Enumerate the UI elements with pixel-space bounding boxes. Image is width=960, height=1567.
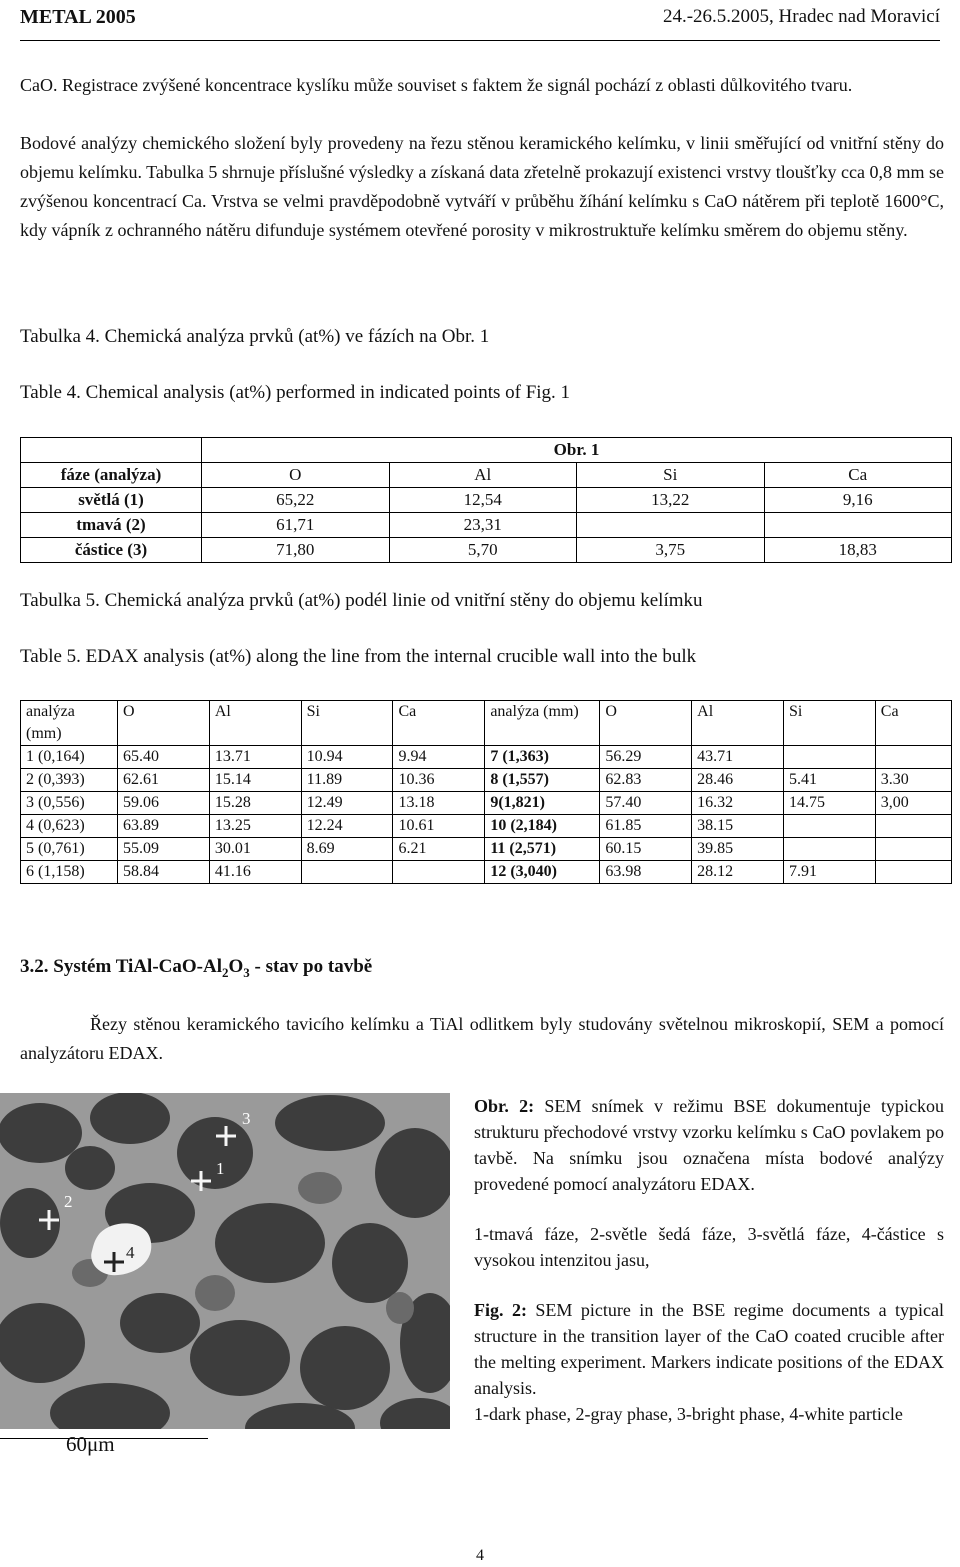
table5-cell: 2 (0,393)	[21, 769, 118, 792]
table5-header-cell: Ca	[393, 701, 485, 746]
table5-cell: 11 (2,571)	[485, 838, 600, 861]
table5-header-cell: Al	[209, 701, 301, 746]
table5-cell: 9.94	[393, 746, 485, 769]
table5-cell: 30.01	[209, 838, 301, 861]
table4-cell: 9,16	[764, 488, 952, 513]
table4-header-cell: O	[202, 463, 390, 488]
table-row	[21, 746, 952, 769]
table4-cell: 12,54	[389, 488, 577, 513]
intro-paragraph-2: Bodové analýzy chemického složení byly provedeny na řezu stěnou keramického kelímku, v linii směřující od vnitřní stěny do objemu kelímku. Tabulka 5 shrnuje příslušné výsledky a získaná data zřetelně prokazují existenci vrstvy tloušťky cca 0,8 mm se zvýšenou koncentrací Ca. Vrstva se velmi pravděpodobně vytváří v průběhu žíhání kelímku s CaO nátěrem při teplotě 1600°C, kdy vápník z ochranného nátěru difunduje systémem otevřené porosity v mikrostruktuře kelímku směrem do objemu stěny.	[20, 133, 944, 240]
sem-image	[0, 1093, 450, 1441]
section-paragraph: Řezy stěnou keramického tavicího kelímku a TiAl odlitkem byly studovány světelnou mikroskopií, SEM a pomocí analyzátoru EDAX.	[20, 1014, 944, 1063]
table5-cell: 7 (1,363)	[485, 746, 600, 769]
table5-cell: 3 (0,556)	[21, 792, 118, 815]
table5-cell: 41.16	[209, 861, 301, 884]
section-heading-prefix: 3.2. Systém TiAl-CaO-Al	[20, 956, 222, 977]
table5-caption-cz: Tabulka 5. Chemická analýza prvků (at%) podél linie od vnitřní stěny do objemu kelímku	[20, 590, 703, 611]
table5-cell: 38.15	[692, 815, 784, 838]
table4-cell: 18,83	[764, 538, 952, 563]
table4-cell: 13,22	[577, 488, 765, 513]
table-row	[21, 815, 952, 838]
table5-cell: 10.36	[393, 769, 485, 792]
table5-cell: 10 (2,184)	[485, 815, 600, 838]
table5-cell: 62.83	[600, 769, 692, 792]
table5-cell: 12.49	[301, 792, 393, 815]
table4-caption-cz: Tabulka 4. Chemická analýza prvků (at%) ve fázích na Obr. 1	[20, 326, 490, 347]
section-heading	[20, 956, 372, 981]
table5-cell: 12 (3,040)	[485, 861, 600, 884]
table4-cell: 23,31	[389, 513, 577, 538]
table5-cell: 15.28	[209, 792, 301, 815]
table5-cell: 3,00	[875, 792, 951, 815]
table4-header-cell: Al	[389, 463, 577, 488]
table-row	[21, 769, 952, 792]
table5-cell: 3.30	[875, 769, 951, 792]
sem-micrograph	[0, 1093, 450, 1441]
section-heading-mid: O	[228, 956, 244, 977]
table5-cell	[875, 838, 951, 861]
marker-label-4: 4	[126, 1243, 135, 1262]
table5-cell: 63.89	[118, 815, 210, 838]
table-row	[21, 838, 952, 861]
marker-label-1: 1	[216, 1159, 225, 1178]
table5-header-cell: Si	[783, 701, 875, 746]
table4-cell: 5,70	[389, 538, 577, 563]
table-row	[21, 792, 952, 815]
table5-header-cell: Al	[692, 701, 784, 746]
table4-cell: 65,22	[202, 488, 390, 513]
table5-cell	[301, 861, 393, 884]
table4-cell: 3,75	[577, 538, 765, 563]
table5-cell: 13.18	[393, 792, 485, 815]
table4-header-cell: fáze (analýza)	[21, 463, 202, 488]
marker-label-2: 2	[64, 1192, 73, 1211]
section-heading-sub: 3	[243, 964, 250, 980]
figure-caption-cz-lead: Obr. 2:	[474, 1096, 535, 1116]
table5-cell: 9(1,821)	[485, 792, 600, 815]
table5-cell: 63.98	[600, 861, 692, 884]
table-row	[21, 861, 952, 884]
figure-caption-en	[474, 1297, 944, 1401]
table5-cell	[875, 815, 951, 838]
scale-bar-label: 60μm	[66, 1432, 115, 1456]
table4-header-cell: Ca	[764, 463, 952, 488]
table5-header-cell: analýza (mm)	[21, 701, 118, 746]
table4-cell: světlá (1)	[21, 488, 202, 513]
table5-cell: 7.91	[783, 861, 875, 884]
table-row	[21, 488, 952, 513]
table5-cell: 39.85	[692, 838, 784, 861]
table5-cell: 62.61	[118, 769, 210, 792]
figure-caption-en-lead: Fig. 2:	[474, 1300, 527, 1320]
table5-header-cell: O	[118, 701, 210, 746]
table5-cell: 16.32	[692, 792, 784, 815]
page-header	[20, 0, 940, 41]
table5-cell: 61.85	[600, 815, 692, 838]
table4-cell: částice (3)	[21, 538, 202, 563]
table5-cell: 57.40	[600, 792, 692, 815]
table4-header-row	[21, 463, 952, 488]
table5-cell: 13.25	[209, 815, 301, 838]
table5-cell: 1 (0,164)	[21, 746, 118, 769]
table4-cell: 61,71	[202, 513, 390, 538]
table5-cell: 10.94	[301, 746, 393, 769]
table5-cell	[875, 746, 951, 769]
table5-cell: 60.15	[600, 838, 692, 861]
table5-cell: 6.21	[393, 838, 485, 861]
table-4	[20, 437, 952, 563]
table5-header-cell: Si	[301, 701, 393, 746]
table5-header-cell: O	[600, 701, 692, 746]
table5-cell: 14.75	[783, 792, 875, 815]
table-5	[20, 700, 952, 884]
table5-header-cell: Ca	[875, 701, 951, 746]
conference-name: METAL 2005	[20, 6, 136, 28]
figure-legend-cz: 1-tmavá fáze, 2-světle šedá fáze, 3-světlá fáze, 4-částice s vysokou intenzitou jasu,	[474, 1224, 944, 1270]
table5-cell: 28.46	[692, 769, 784, 792]
section-heading-sub: 2	[221, 964, 229, 980]
conference-date-place: 24.-26.5.2005, Hradec nad Moravicí	[662, 6, 940, 27]
table5-cell: 65.40	[118, 746, 210, 769]
figure-caption-en-text: SEM picture in the BSE regime documents a typical structure in the transition layer of the CaO coated crucible after the melting experiment. Markers indicate positions of the EDAX analysis.	[474, 1300, 944, 1398]
table5-cell: 59.06	[118, 792, 210, 815]
intro-paragraph-1: CaO. Registrace zvýšené koncentrace kyslíku může souviset s faktem že signál pochází z oblasti důlkovitého tvaru.	[20, 75, 853, 95]
table5-cell	[783, 838, 875, 861]
section-heading-suffix: - stav po tavbě	[249, 956, 373, 977]
figure-caption-cz	[474, 1093, 944, 1197]
table5-cell: 10.61	[393, 815, 485, 838]
table5-cell: 5 (0,761)	[21, 838, 118, 861]
table-row	[21, 538, 952, 563]
table4-cell	[764, 513, 952, 538]
table4-caption-en: Table 4. Chemical analysis (at%) performed in indicated points of Fig. 1	[20, 382, 571, 403]
figure-legend-en: 1-dark phase, 2-gray phase, 3-bright phase, 4-white particle	[474, 1404, 903, 1424]
table5-cell: 28.12	[692, 861, 784, 884]
marker-label-3: 3	[242, 1109, 251, 1128]
table4-header-cell: Si	[577, 463, 765, 488]
table4-group-label: Obr. 1	[202, 438, 952, 463]
table5-cell: 13.71	[209, 746, 301, 769]
table-row	[21, 513, 952, 538]
table5-cell	[783, 746, 875, 769]
table5-cell: 11.89	[301, 769, 393, 792]
table5-cell: 55.09	[118, 838, 210, 861]
table5-cell	[875, 861, 951, 884]
table5-header-row	[21, 701, 952, 746]
table4-empty-cell	[21, 438, 202, 463]
table4-group-row	[21, 438, 952, 463]
page-number: 4	[476, 1547, 484, 1564]
table5-cell: 8.69	[301, 838, 393, 861]
table4-cell	[577, 513, 765, 538]
table5-cell: 58.84	[118, 861, 210, 884]
table5-cell: 12.24	[301, 815, 393, 838]
table5-cell: 15.14	[209, 769, 301, 792]
table4-cell: 71,80	[202, 538, 390, 563]
table5-cell: 56.29	[600, 746, 692, 769]
table5-cell: 4 (0,623)	[21, 815, 118, 838]
table5-cell: 5.41	[783, 769, 875, 792]
table5-caption-en: Table 5. EDAX analysis (at%) along the line from the internal crucible wall into the bulk	[20, 646, 697, 667]
figure-caption-cz-text: SEM snímek v režimu BSE dokumentuje typickou strukturu přechodové vrstvy vzorku kelímku s CaO povlakem po tavbě. Na snímku jsou označena místa bodové analýzy provedené pomocí analyzátoru EDAX.	[474, 1096, 945, 1194]
table5-cell: 6 (1,158)	[21, 861, 118, 884]
table5-cell: 8 (1,557)	[485, 769, 600, 792]
table5-cell: 43.71	[692, 746, 784, 769]
table4-cell: tmavá (2)	[21, 513, 202, 538]
table5-header-cell: analýza (mm)	[485, 701, 600, 746]
table5-cell	[393, 861, 485, 884]
table5-cell	[783, 815, 875, 838]
